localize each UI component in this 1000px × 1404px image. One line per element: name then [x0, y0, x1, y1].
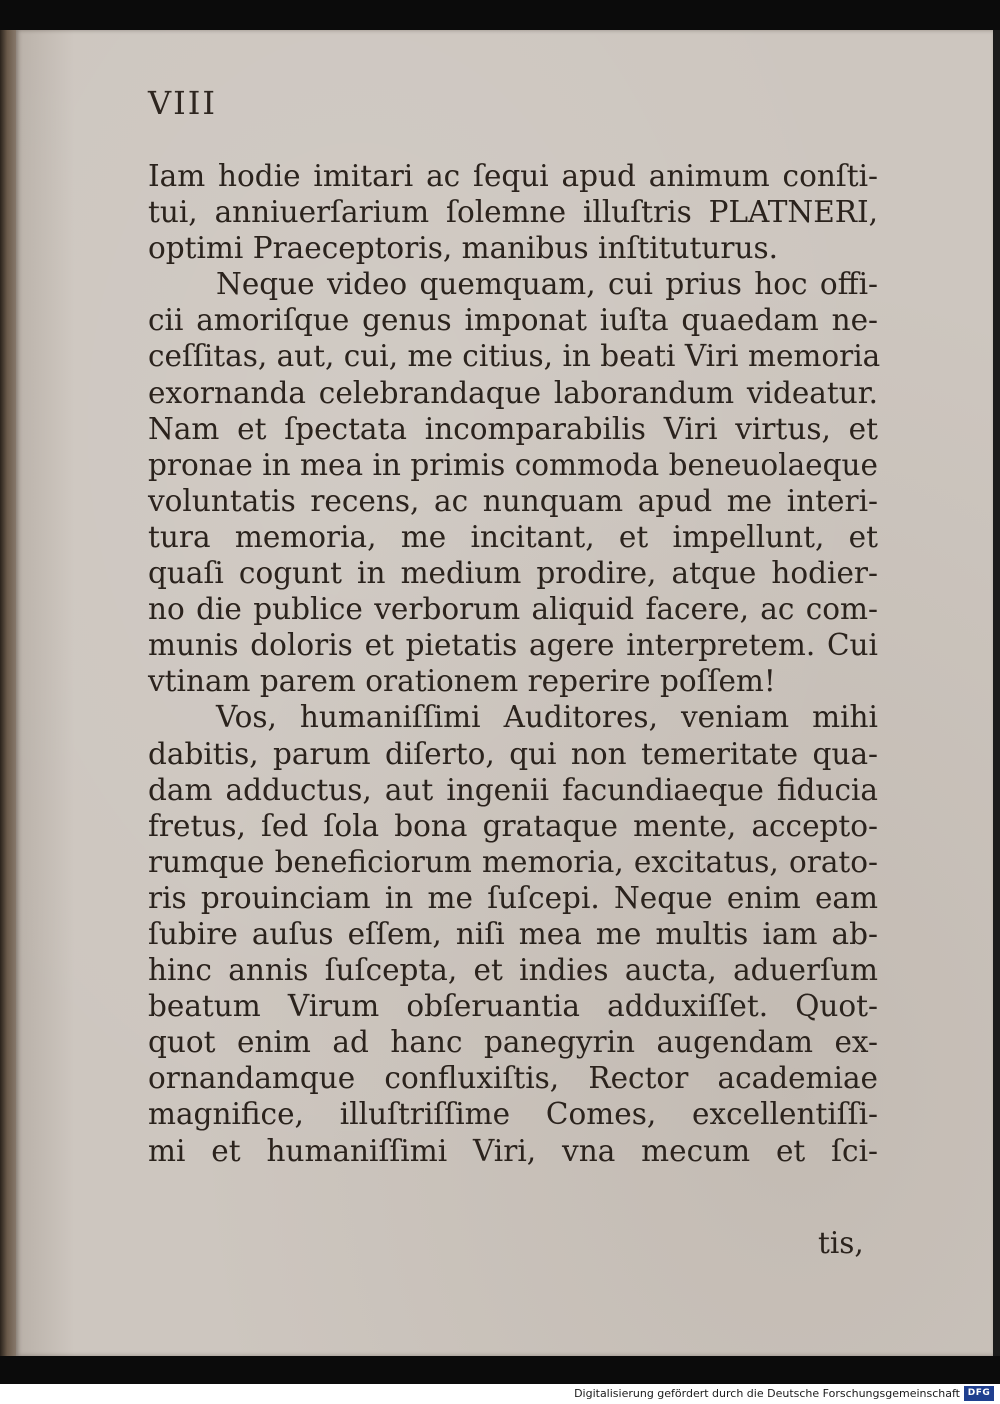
text-line: hinc annis ſuſcepta, et indies aucta, aduerſum — [148, 953, 878, 988]
text-line: quaſi cogunt in medium prodire, atque hodier- — [148, 556, 878, 591]
text-line: dam adductus, aut ingenii facundiaeque fiducia — [148, 772, 878, 807]
text-line: ris prouinciam in me ſuſcepi. Neque enim eam — [148, 880, 878, 915]
funding-credit: Digitalisierung gefördert durch die Deutsche Forschungsgemeinschaft — [574, 1387, 960, 1400]
text-line: fretus, ſed ſola bona grataque mente, accepto- — [148, 808, 878, 843]
text-line: cii amoriſque genus imponat iuſta quaedam ne- — [148, 303, 878, 338]
text-line: rumque beneficiorum memoria, excitatus, orato- — [148, 844, 878, 879]
text-line: ornandamque confluxiſtis, Rector academiae — [148, 1061, 878, 1096]
scan-top-border — [0, 0, 1000, 30]
catchword: tis, — [818, 1226, 864, 1260]
scan-bottom-border — [0, 1356, 1000, 1384]
text-line: munis doloris et pietatis agere interpretem. Cui — [148, 628, 878, 663]
text-line: ſubire auſus eſſem, niſi mea me multis iam ab- — [148, 916, 878, 951]
paragraph-start-line: Neque video quemquam, cui prius hoc offi- — [216, 267, 878, 302]
text-line: quot enim ad hanc panegyrin augendam ex- — [148, 1025, 878, 1060]
body-text — [148, 158, 881, 1169]
scan-right-border — [993, 30, 1000, 1356]
text-line: pronae in mea in primis commoda beneuolaeque — [148, 447, 878, 482]
text-line: Iam hodie imitari ac ſequi apud animum conſti- — [148, 159, 878, 193]
text-line: magnifice, illuſtriſſime Comes, excellentiſſi- — [148, 1097, 878, 1132]
text-line: Nam et ſpectata incomparabilis Viri virtus, et — [148, 411, 878, 446]
paragraph-start-line: Vos, humaniſſimi Auditores, veniam mihi — [216, 700, 878, 735]
page-number: VIII — [148, 84, 218, 122]
text-line: mi et humaniſſimi Viri, vna mecum et ſci- — [148, 1133, 878, 1168]
dfg-logo: DFG — [964, 1386, 994, 1401]
text-line: ceſſitas, aut, cui, me citius, in beati Viri memoria — [148, 339, 881, 374]
text-line: dabitis, parum diſerto, qui non temeritate qua- — [148, 736, 878, 771]
text-line: exornanda celebrandaque laborandum videatur. — [148, 375, 878, 410]
text-line: tui, anniuerſarium ſolemne illuſtris PLATNERI, — [148, 195, 878, 230]
digitization-footer — [0, 1384, 1000, 1404]
text-line: beatum Virum obſeruantia adduxiſſet. Quot- — [148, 989, 878, 1024]
text-line: vtinam parem orationem reperire poſſem! — [148, 664, 776, 699]
text-line: tura memoria, me incitant, et impellunt, et — [148, 519, 878, 554]
text-line: optimi Praeceptoris, manibus inſtituturus. — [148, 231, 778, 266]
text-line: no die publice verborum aliquid facere, ac com- — [148, 592, 878, 627]
text-line: voluntatis recens, ac nunquam apud me interi- — [148, 483, 878, 518]
